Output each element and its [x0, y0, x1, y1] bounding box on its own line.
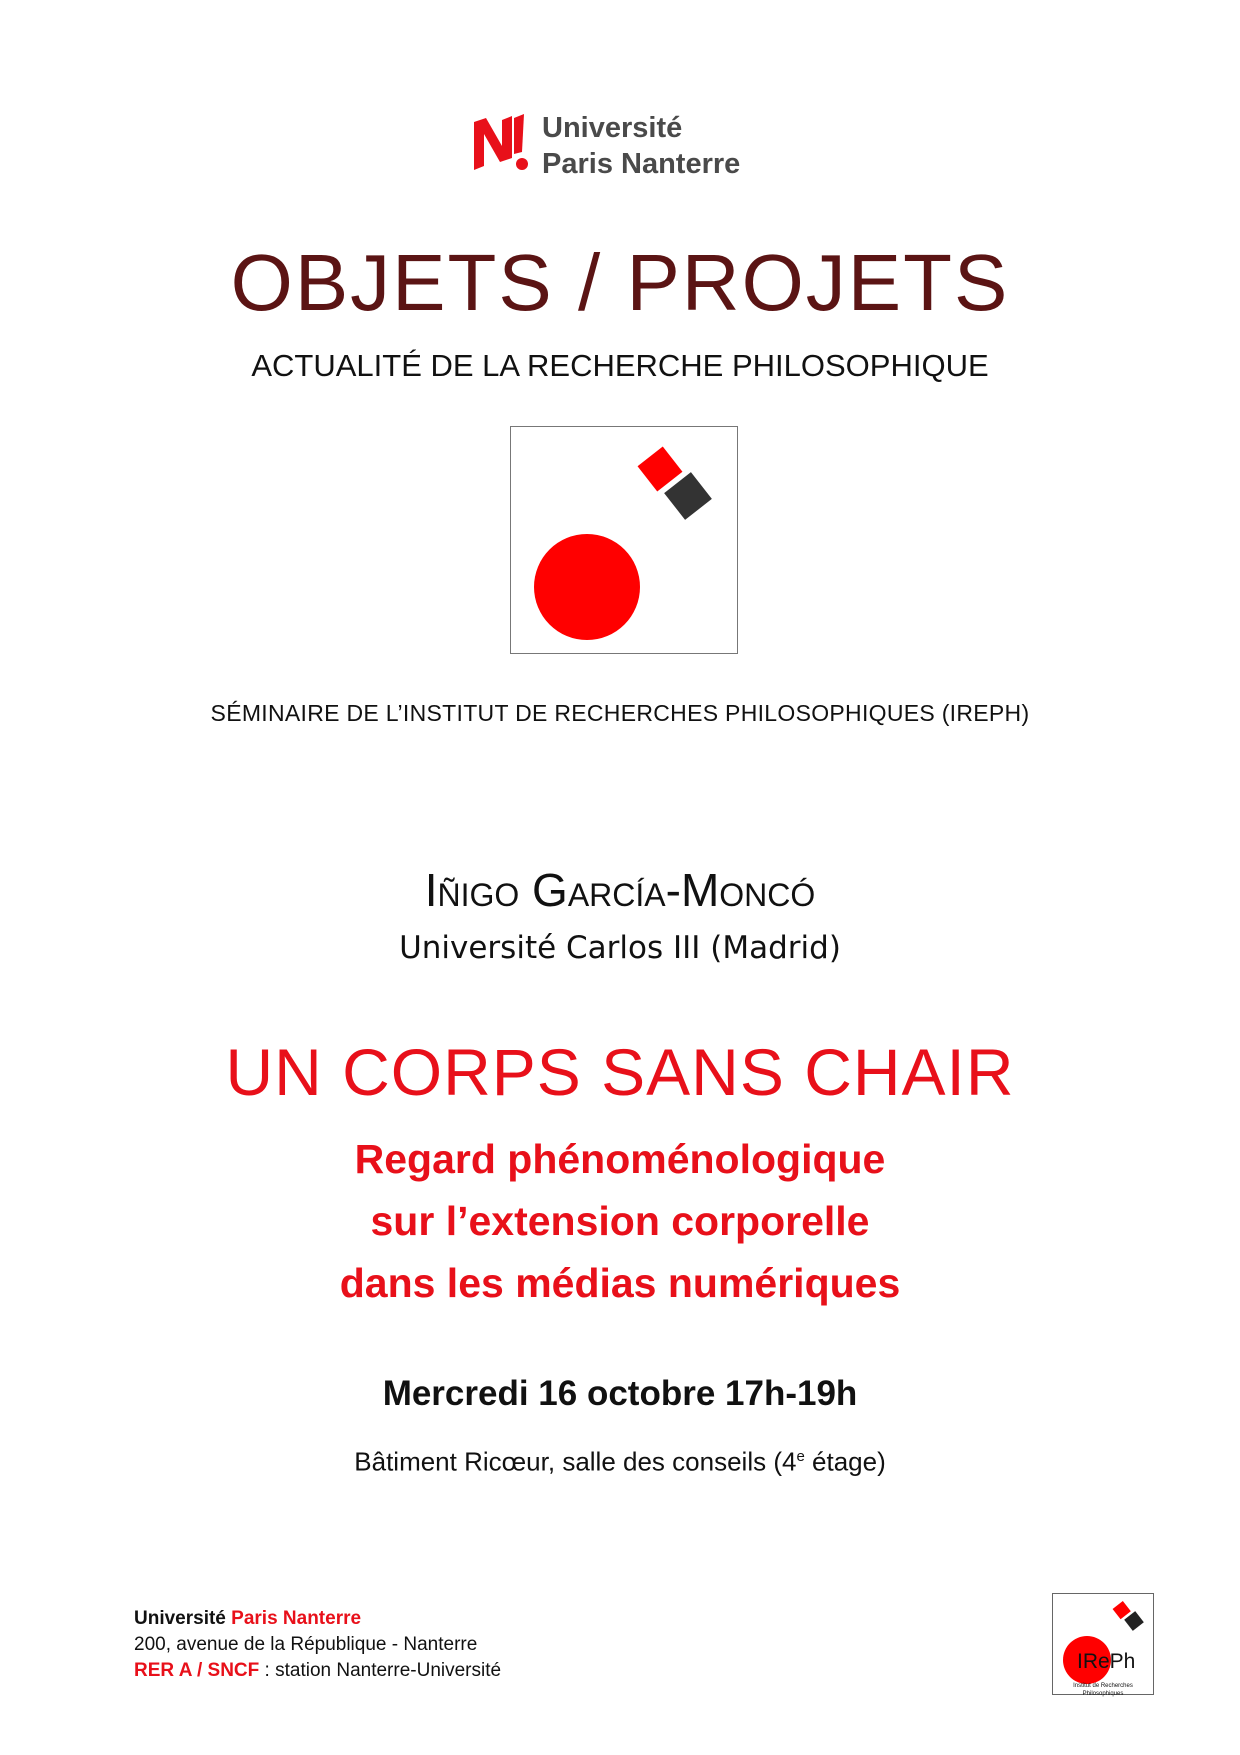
- venue-sup: e: [796, 1448, 805, 1465]
- talk-subtitle-line: sur l’extension corporelle: [370, 1198, 870, 1244]
- talk-subtitle-line: dans les médias numériques: [339, 1260, 901, 1306]
- footer-transit-label: RER A / SNCF: [134, 1660, 260, 1681]
- footer-transit: : station Nanterre-Université: [259, 1660, 502, 1681]
- ireph-emblem-icon: [510, 426, 738, 654]
- seminar-label: SÉMINAIRE DE L’INSTITUT DE RECHERCHES PHILOSOPHIQUES (IREPH): [210, 700, 1030, 726]
- venue-text-end: étage): [804, 1446, 886, 1477]
- ireph-logo-caption: Institut de Recherches Philosophiques: [1073, 1683, 1133, 1697]
- talk-subtitle-line: Regard phénoménologique: [354, 1136, 886, 1182]
- logo-line1: Université: [542, 112, 683, 144]
- footer-address: [134, 1606, 501, 1684]
- ireph-logo-text: IRePh: [1077, 1650, 1136, 1673]
- university-logo: [472, 112, 772, 182]
- footer-street: 200, avenue de la République - Nanterre: [134, 1634, 478, 1655]
- event-date: Mercredi 16 octobre 17h-19h: [382, 1374, 858, 1413]
- talk-subtitle: [0, 1128, 1240, 1314]
- venue-text: Bâtiment Ricœur, salle des conseils (4: [354, 1446, 797, 1477]
- speaker-affiliation: Université Carlos III (Madrid): [399, 930, 841, 966]
- series-title: OBJETS / PROJETS: [230, 238, 1010, 327]
- ireph-logo: [1052, 1593, 1154, 1695]
- ireph-logo-icon: [1053, 1594, 1153, 1694]
- speaker-name: Iñigo García-Moncó: [424, 864, 816, 916]
- logo-line2: Paris Nanterre: [542, 148, 741, 180]
- footer-univ: Université: [134, 1608, 226, 1629]
- talk-title: UN CORPS SANS CHAIR: [225, 1035, 1015, 1109]
- nanterre-logo-icon: [472, 112, 534, 174]
- series-subtitle: ACTUALITÉ DE LA RECHERCHE PHILOSOPHIQUE: [251, 348, 989, 383]
- footer-univ-name: Paris Nanterre: [231, 1608, 362, 1629]
- event-venue: [0, 1440, 1240, 1479]
